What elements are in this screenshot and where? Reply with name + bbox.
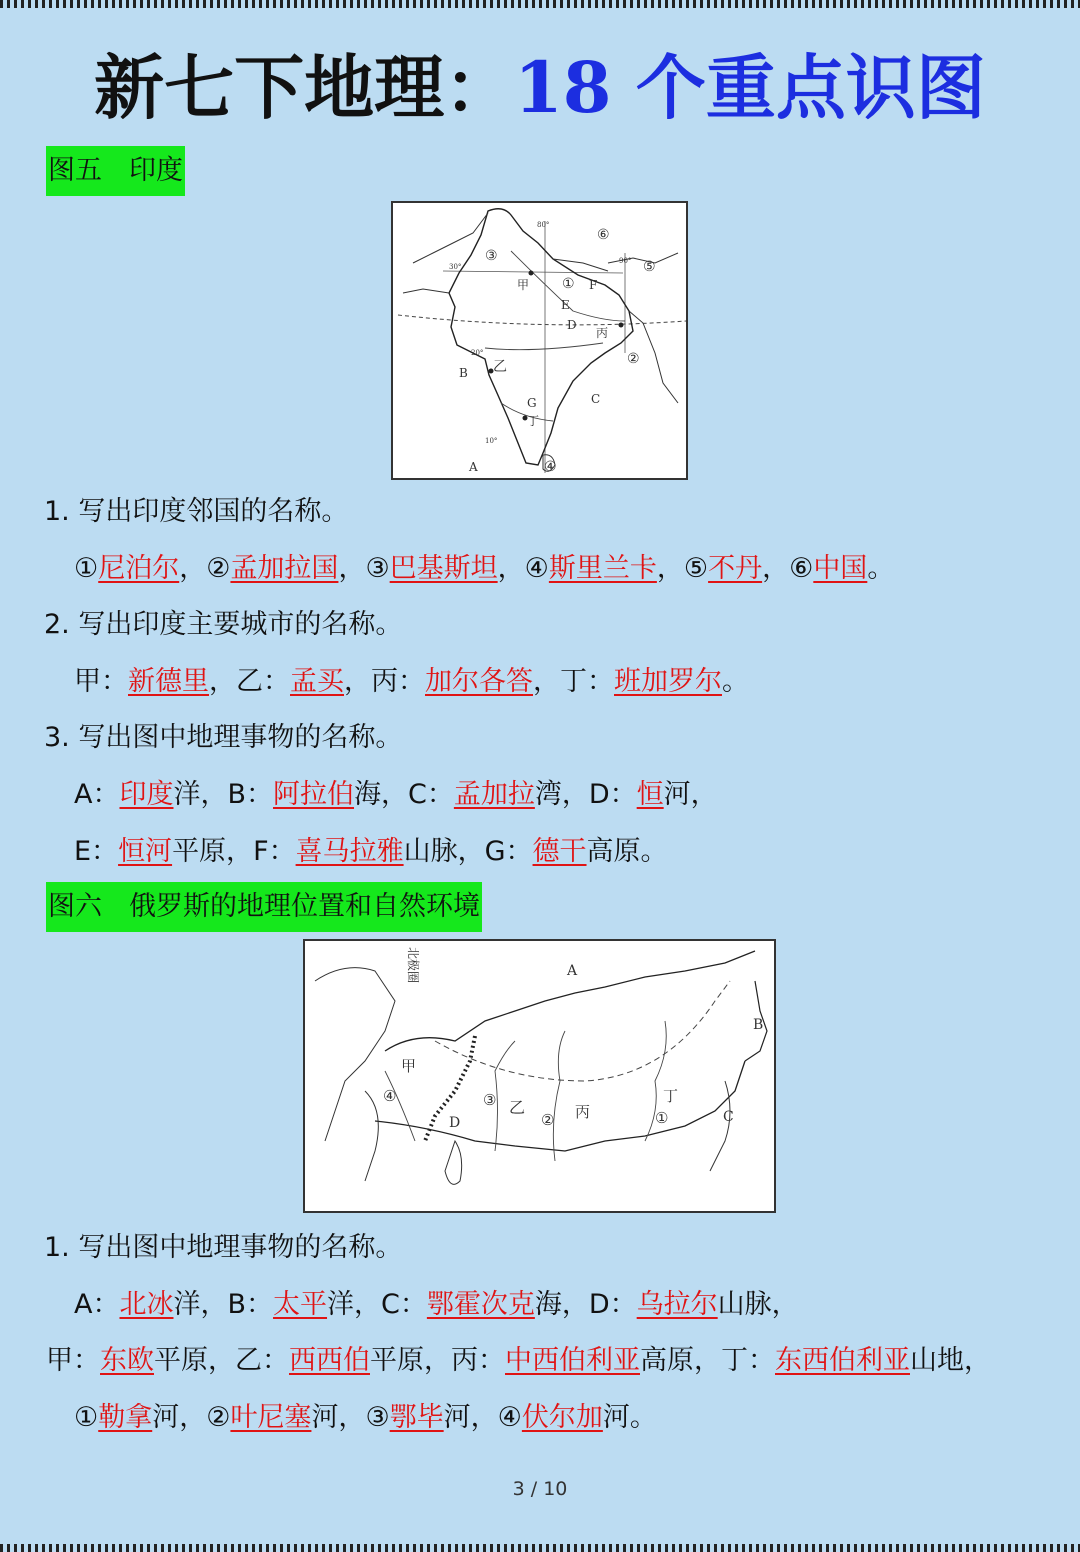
answer-prefix: ④ xyxy=(497,1402,522,1433)
answer-prefix: 甲： xyxy=(74,666,128,697)
india-label-E: E xyxy=(561,298,570,312)
answer-prefix: D： xyxy=(588,1289,637,1320)
answer-text: 伏尔加 xyxy=(521,1402,603,1433)
answer-suffix: 洋， xyxy=(327,1289,382,1320)
answer-prefix: 丙： xyxy=(451,1345,505,1376)
answer-suffix: ， xyxy=(656,553,684,584)
top-dotted-border xyxy=(0,0,1080,8)
india-map-drawing xyxy=(393,203,686,478)
answer-prefix: ② xyxy=(206,553,231,584)
russia-label-B: B xyxy=(753,1017,764,1033)
answer-text: 不丹 xyxy=(708,553,763,584)
answer-prefix: E： xyxy=(74,836,119,867)
answer-text: 东西伯利亚 xyxy=(775,1345,910,1376)
india-answer-2 xyxy=(74,662,749,702)
answer-prefix: C： xyxy=(408,779,454,810)
answer-prefix: ③ xyxy=(365,1402,390,1433)
section-heading-russia: 图六 俄罗斯的地理位置和自然环境 xyxy=(46,882,482,932)
russia-label-yi: 乙 xyxy=(509,1098,526,1117)
india-label-lat30: 30° xyxy=(449,263,462,271)
answer-text: 孟买 xyxy=(290,666,344,697)
india-question-2: 2. 写出印度主要城市的名称。 xyxy=(44,609,403,640)
answer-suffix: 洋， xyxy=(173,1289,228,1320)
answer-suffix: ， xyxy=(179,553,207,584)
india-label-n6: ⑥ xyxy=(597,227,610,243)
answer-suffix: 。 xyxy=(722,666,749,697)
india-label-n2: ② xyxy=(627,351,640,367)
answer-text: 尼泊尔 xyxy=(98,553,180,584)
page-title xyxy=(0,48,1080,128)
india-answer-3-line-1 xyxy=(74,775,718,815)
india-label-B: B xyxy=(459,366,468,380)
india-label-n3: ③ xyxy=(485,248,498,264)
russia-label-n1: ① xyxy=(655,1109,669,1127)
answer-suffix: ， xyxy=(344,666,371,697)
russia-answer-line-2 xyxy=(46,1341,991,1381)
answer-suffix: 平原， xyxy=(154,1345,235,1376)
answer-suffix: 海， xyxy=(354,779,409,810)
answer-prefix: 丙： xyxy=(371,666,425,697)
india-question-3: 3. 写出图中地理事物的名称。 xyxy=(44,722,403,753)
russia-label-ding: 丁 xyxy=(663,1087,679,1105)
india-label-A: A xyxy=(469,460,478,474)
answer-prefix: 乙： xyxy=(235,1345,289,1376)
russia-label-A: A xyxy=(567,963,578,979)
answer-suffix: 湾， xyxy=(534,779,589,810)
india-label-D: D xyxy=(567,318,577,332)
bottom-dotted-border xyxy=(0,1544,1080,1552)
answer-text: 勒拿 xyxy=(98,1402,153,1433)
india-answer-1 xyxy=(74,549,894,589)
answer-text: 巴基斯坦 xyxy=(389,553,498,584)
india-label-lon80: 80° xyxy=(537,221,550,229)
russia-label-n3: ③ xyxy=(483,1091,497,1109)
answer-text: 中国 xyxy=(813,553,868,584)
title-main: 新七下地理： xyxy=(94,46,515,129)
answer-text: 叶尼塞 xyxy=(230,1402,312,1433)
answer-suffix: 洋， xyxy=(173,779,228,810)
section-heading-india: 图五 印度 xyxy=(46,146,185,196)
answer-suffix: ， xyxy=(338,553,366,584)
answer-text: 东欧 xyxy=(100,1345,154,1376)
answer-prefix: G： xyxy=(484,836,533,867)
answer-text: 孟加拉 xyxy=(453,779,535,810)
answer-text: 鄂霍次克 xyxy=(426,1289,535,1320)
answer-text: 鄂毕 xyxy=(389,1402,444,1433)
india-label-F: F xyxy=(589,278,598,292)
answer-prefix: 丁： xyxy=(560,666,614,697)
answer-prefix: 乙： xyxy=(236,666,290,697)
answer-suffix: 海， xyxy=(534,1289,589,1320)
answer-suffix: ， xyxy=(497,553,525,584)
answer-suffix: ， xyxy=(209,666,236,697)
russia-label-D: D xyxy=(449,1115,461,1131)
india-label-yi: 乙 xyxy=(493,359,507,375)
russia-label-n2: ② xyxy=(541,1111,555,1129)
answer-prefix: ① xyxy=(74,1402,99,1433)
india-label-lat10: 10° xyxy=(485,437,498,445)
russia-label-arctic: 北极圈 xyxy=(406,947,420,984)
answer-text: 喜马拉雅 xyxy=(295,836,404,867)
answer-text: 北冰 xyxy=(119,1289,174,1320)
russia-label-C: C xyxy=(723,1109,734,1125)
answer-text: 班加罗尔 xyxy=(614,666,722,697)
answer-text: 恒 xyxy=(636,779,664,810)
answer-suffix: 河， xyxy=(663,779,718,810)
india-label-jia: 甲 xyxy=(517,278,530,292)
page-number: 3 / 10 xyxy=(512,1478,568,1500)
answer-prefix: ② xyxy=(206,1402,231,1433)
answer-text: 恒河 xyxy=(118,836,173,867)
answer-suffix: ， xyxy=(762,553,790,584)
india-label-ding: 丁 xyxy=(527,414,540,428)
india-label-lat20: 20° xyxy=(471,349,484,357)
answer-text: 斯里兰卡 xyxy=(548,553,657,584)
india-question-1: 1. 写出印度邻国的名称。 xyxy=(44,496,349,527)
answer-suffix: 。 xyxy=(867,553,895,584)
answer-text: 太平 xyxy=(273,1289,328,1320)
answer-text: 印度 xyxy=(119,779,174,810)
india-label-G: G xyxy=(527,396,537,410)
india-label-n4: ④ xyxy=(544,459,557,475)
russia-label-jia: 甲 xyxy=(401,1057,417,1075)
india-label-n5: ⑤ xyxy=(643,259,656,275)
india-label-lon90: 90° xyxy=(619,257,632,265)
russia-question-1: 1. 写出图中地理事物的名称。 xyxy=(44,1232,403,1263)
answer-prefix: 丁： xyxy=(721,1345,775,1376)
answer-prefix: A： xyxy=(74,779,120,810)
answer-suffix: 平原， xyxy=(370,1345,451,1376)
india-answer-3-line-2 xyxy=(74,832,668,872)
russia-label-bing: 丙 xyxy=(575,1103,591,1121)
answer-prefix: ⑤ xyxy=(683,553,709,584)
india-map xyxy=(391,201,688,480)
answer-prefix: B： xyxy=(227,1289,274,1320)
answer-text: 乌拉尔 xyxy=(636,1289,718,1320)
india-label-C: C xyxy=(591,392,601,406)
answer-text: 加尔各答 xyxy=(425,666,533,697)
russia-map xyxy=(303,939,776,1213)
answer-text: 德干 xyxy=(532,836,587,867)
answer-suffix: 山脉， xyxy=(403,836,485,867)
answer-prefix: A： xyxy=(74,1289,120,1320)
india-label-bing: 丙 xyxy=(596,326,609,340)
answer-text: 阿拉伯 xyxy=(273,779,355,810)
answer-prefix: 甲： xyxy=(46,1345,100,1376)
answer-prefix: ⑥ xyxy=(789,553,814,584)
russia-map-drawing xyxy=(305,941,774,1211)
answer-suffix: 河， xyxy=(152,1402,207,1433)
russia-answer-line-1 xyxy=(74,1285,799,1325)
answer-suffix: 河， xyxy=(311,1402,366,1433)
answer-suffix: 平原， xyxy=(172,836,254,867)
answer-prefix: ④ xyxy=(524,553,549,584)
answer-prefix: C： xyxy=(381,1289,427,1320)
answer-suffix: 山地， xyxy=(910,1345,991,1376)
answer-text: 新德里 xyxy=(128,666,209,697)
answer-prefix: D： xyxy=(588,779,637,810)
answer-text: 中西伯利亚 xyxy=(505,1345,640,1376)
title-highlight: 18 个重点识图 xyxy=(514,46,986,129)
answer-text: 孟加拉国 xyxy=(230,553,339,584)
answer-prefix: B： xyxy=(227,779,274,810)
india-label-n1: ① xyxy=(562,276,575,292)
answer-prefix: ① xyxy=(74,553,99,584)
answer-suffix: 山脉， xyxy=(717,1289,799,1320)
answer-text: 西西伯 xyxy=(289,1345,370,1376)
answer-suffix: 高原。 xyxy=(586,836,668,867)
answer-prefix: ③ xyxy=(365,553,390,584)
russia-answer-line-3 xyxy=(74,1398,657,1438)
answer-suffix: 高原， xyxy=(640,1345,721,1376)
answer-prefix: F： xyxy=(253,836,296,867)
russia-label-n4: ④ xyxy=(383,1087,397,1105)
answer-suffix: ， xyxy=(533,666,560,697)
answer-suffix: 河， xyxy=(443,1402,498,1433)
answer-suffix: 河。 xyxy=(602,1402,657,1433)
